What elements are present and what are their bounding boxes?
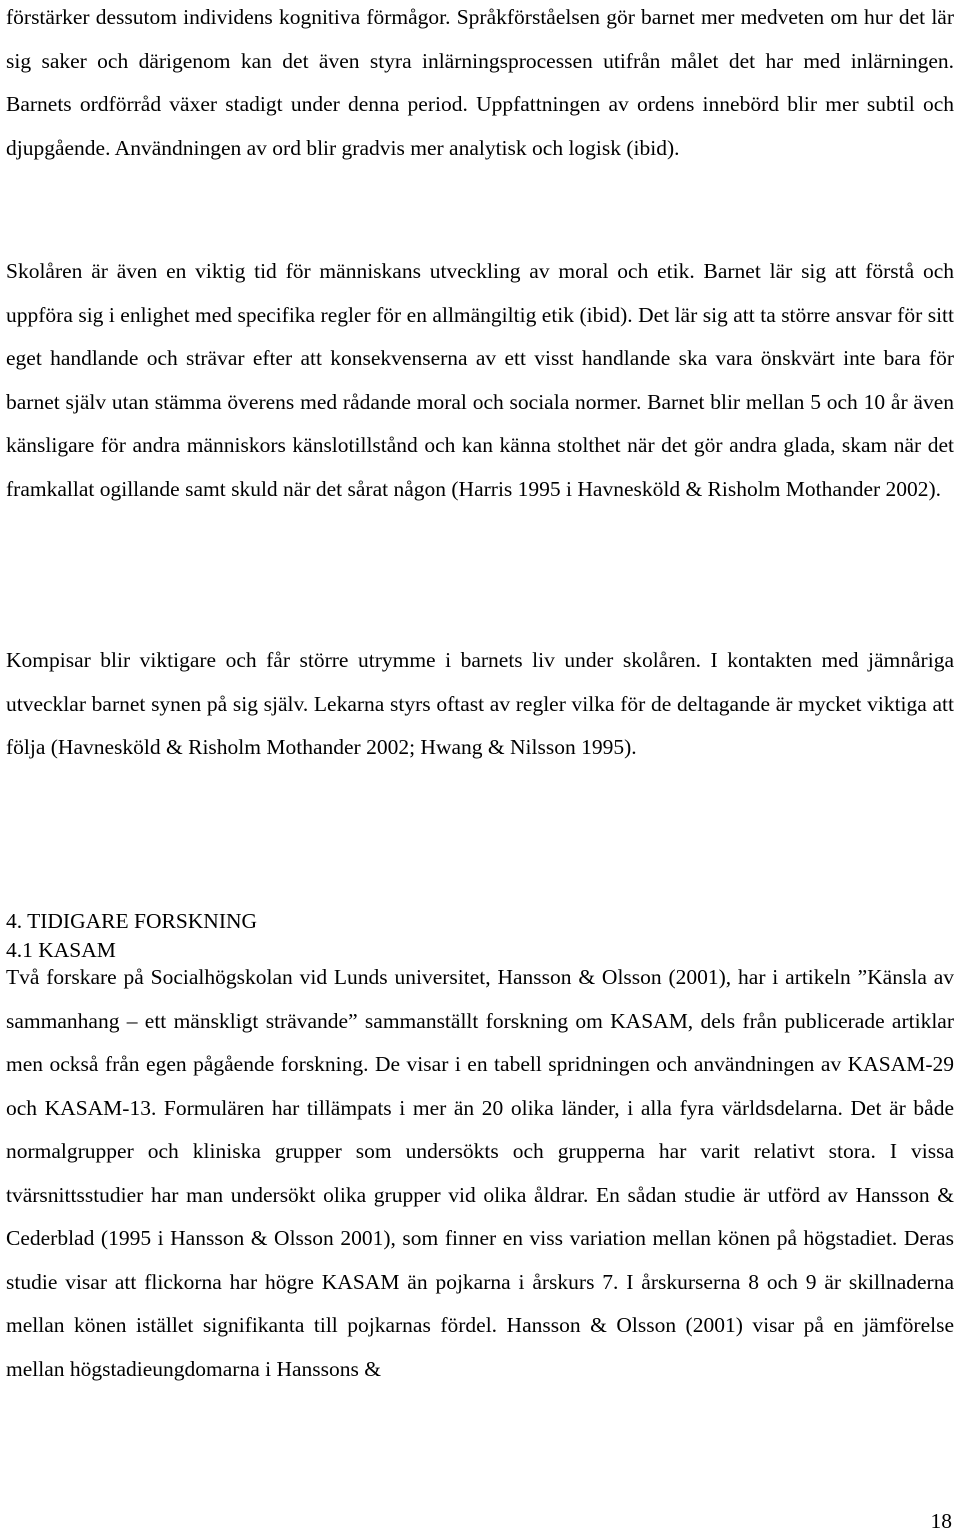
body-paragraph: Skolåren är även en viktig tid för människans utveckling av moral och etik. Barnet lär sig att förstå och uppföra sig i enlighet med specifika regler för en allmängiltig etik (ibid). Det lär sig att ta större ansvar för sitt eget handlande och strävar efter att konsekvenserna av ett visst handlande ska vara önskvärt inte bara för barnet själv utan stämma överens med rådande moral och sociala normer. Barnet blir mellan 5 och 10 år även känsligare för andra människors känslotillstånd och kan känna stolthet när det gör andra glada, skam när det framkallat ogillande samt skuld när det sårat någon (Harris 1995 i Havnesköld & Risholm Mothander 2002).: [6, 259, 954, 501]
chapter-heading: 4. TIDIGARE FORSKNING: [6, 909, 258, 933]
body-paragraph: förstärker dessutom individens kognitiva förmågor. Språkförståelsen gör barnet mer medveten om hur det lär sig saker och därigenom kan det även styra inlärningsprocessen utifrån målet det har med inlärningen. Barnets ordförråd växer stadigt under denna period. Uppfattningen av ordens innebörd blir mer subtil och djupgående. Användningen av ord blir gradvis mer analytisk och logisk (ibid).: [6, 5, 954, 160]
body-paragraph: Två forskare på Socialhögskolan vid Lunds universitet, Hansson & Olsson (2001), har i artikeln ”Känsla av sammanhang – ett mänskligt strävande” sammanställt forskning om KASAM, dels från publicerade artiklar men också från egen pågående forskning. De visar i en tabell spridningen och användningen av KASAM-29 och KASAM-13. Formulären har tillämpats i mer än 20 olika länder, i alla fyra världsdelarna. Det är både normalgrupper och kliniska grupper som undersökts och grupperna har varit relativt stora. I vissa tvärsnittsstudier har man undersökt olika grupper vid olika åldrar. En sådan studie är utförd av Hansson & Cederblad (1995 i Hansson & Olsson 2001), som finner en viss variation mellan könen på högstadiet. Deras studie visar att flickorna har högre KASAM än pojkarna i årskurs 7. I årskurserna 8 och 9 är skillnaderna mellan könen istället signifikanta till pojkarnas fördel. Hansson & Olsson (2001) visar på en jämförelse mellan högstadieungdomarna i Hanssons &: [6, 965, 954, 1381]
section-heading: 4.1 KASAM: [6, 938, 116, 962]
page-number: 18: [930, 1509, 952, 1533]
body-paragraph: Kompisar blir viktigare och får större utrymme i barnets liv under skolåren. I kontakten med jämnåriga utvecklar barnet synen på sig själv. Lekarna styrs oftast av regler vilka för de deltagande är mycket viktiga att följa (Havnesköld & Risholm Mothander 2002; Hwang & Nilsson 1995).: [6, 648, 954, 759]
